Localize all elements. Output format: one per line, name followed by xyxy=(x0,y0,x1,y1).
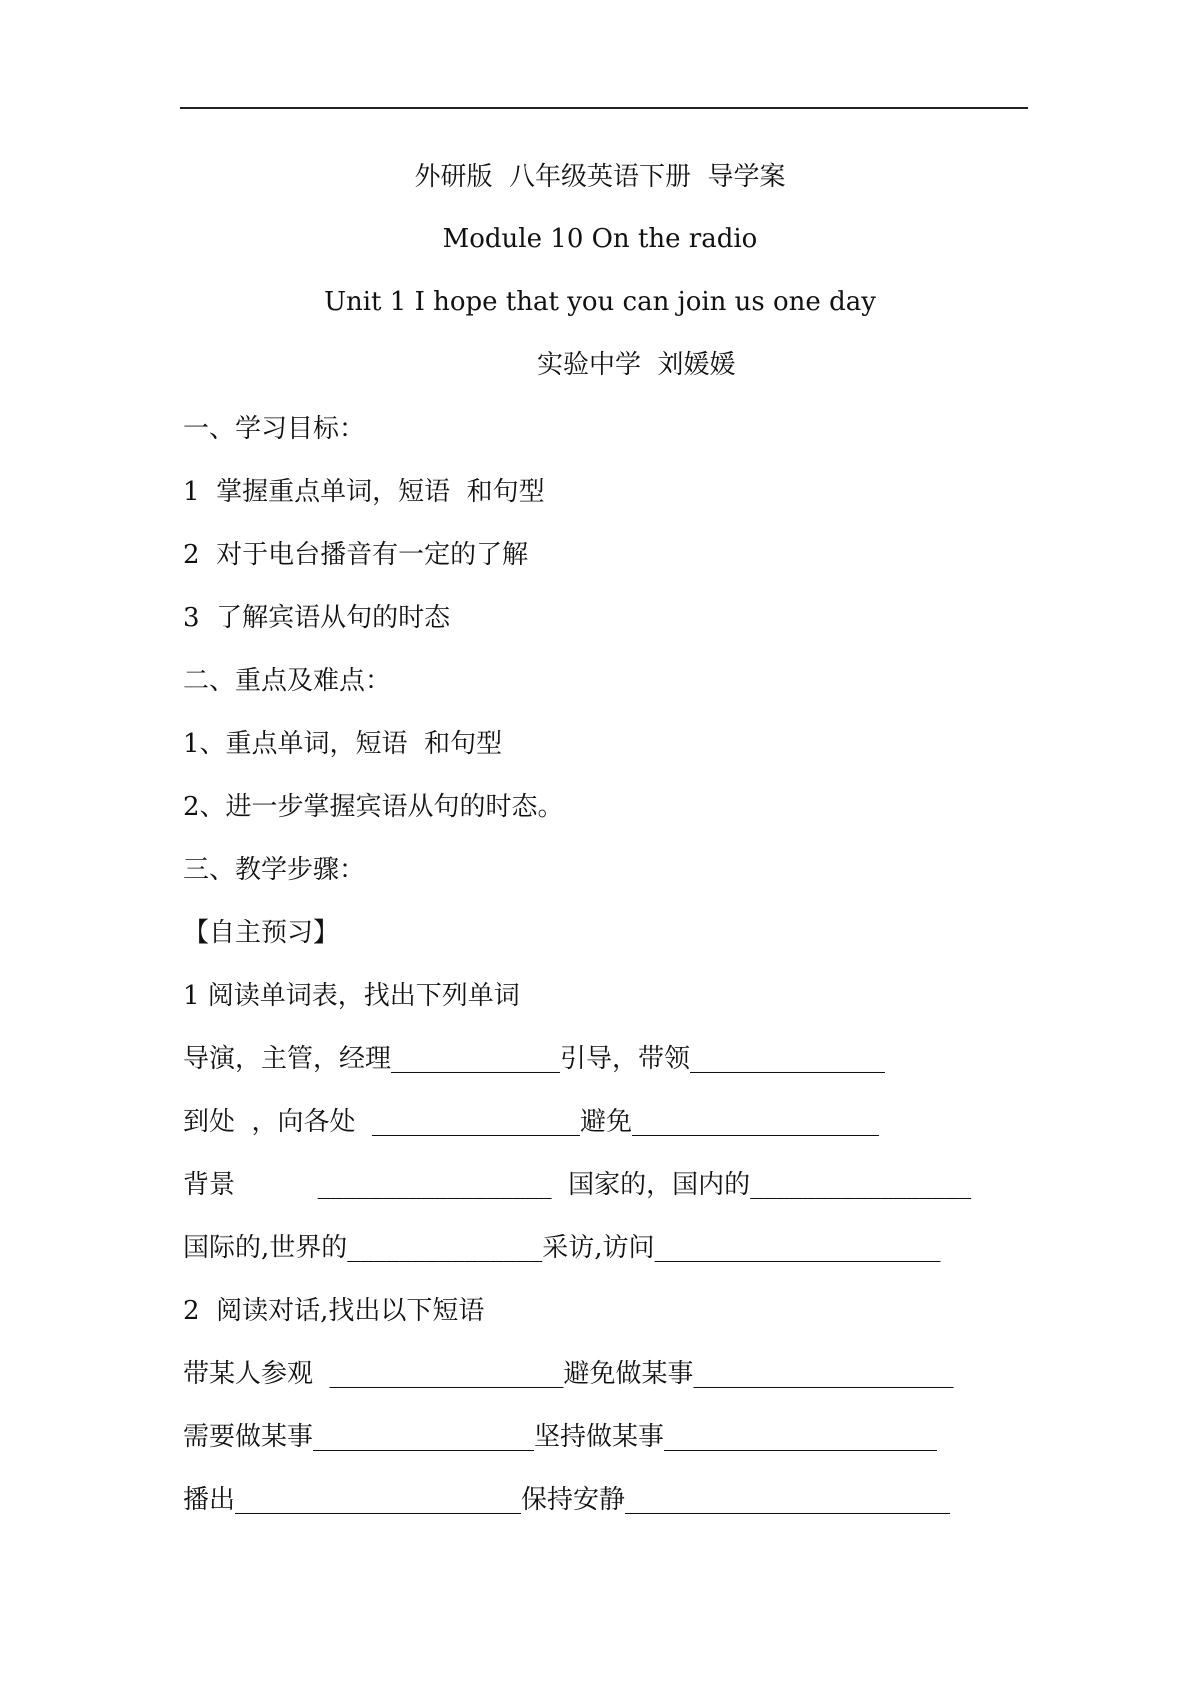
objective-1: 1 掌握重点单词，短语 和句型 xyxy=(183,477,545,507)
key-point-2: 2、进一步掌握宾语从句的时态。 xyxy=(183,792,564,822)
vocab-blank-row-4: 国际的,世界的_______________采访,访问______________________ xyxy=(183,1233,941,1263)
author-line: 实验中学 刘媛媛 xyxy=(537,350,736,380)
doc-title: 外研版 八年级英语下册 导学案 xyxy=(414,162,786,192)
objective-2: 2 对于电台播音有一定的了解 xyxy=(183,540,529,570)
header-rule xyxy=(180,107,1028,109)
module-title: Module 10 On the radio xyxy=(442,224,758,254)
exercise-2-instruction: 2 阅读对话,找出以下短语 xyxy=(183,1296,485,1326)
phrase-blank-row-3: 播出______________________保持安静_________________________ xyxy=(183,1485,951,1515)
unit-title: Unit 1 I hope that you can join us one day xyxy=(324,287,876,317)
section-heading-steps: 三、教学步骤： xyxy=(183,855,366,885)
self-study-heading: 【自主预习】 xyxy=(183,918,340,948)
vocab-blank-row-3: 背景 __________________ 国家的，国内的_________________ xyxy=(183,1170,972,1200)
phrase-blank-row-1: 带某人参观 __________________避免做某事____________________ xyxy=(183,1359,954,1389)
vocab-blank-row-2: 到处 ，向各处 ________________避免___________________ xyxy=(183,1107,880,1137)
section-heading-key-points: 二、重点及难点： xyxy=(183,666,392,696)
exercise-1-instruction: 1 阅读单词表，找出下列单词 xyxy=(183,981,520,1011)
vocab-blank-row-1: 导演，主管，经理_____________引导，带领_______________ xyxy=(183,1044,886,1074)
section-heading-objectives: 一、学习目标： xyxy=(183,414,366,444)
phrase-blank-row-2: 需要做某事_________________坚持做某事_____________________ xyxy=(183,1422,938,1452)
key-point-1: 1、重点单词，短语 和句型 xyxy=(183,729,503,759)
objective-3: 3 了解宾语从句的时态 xyxy=(183,603,451,633)
